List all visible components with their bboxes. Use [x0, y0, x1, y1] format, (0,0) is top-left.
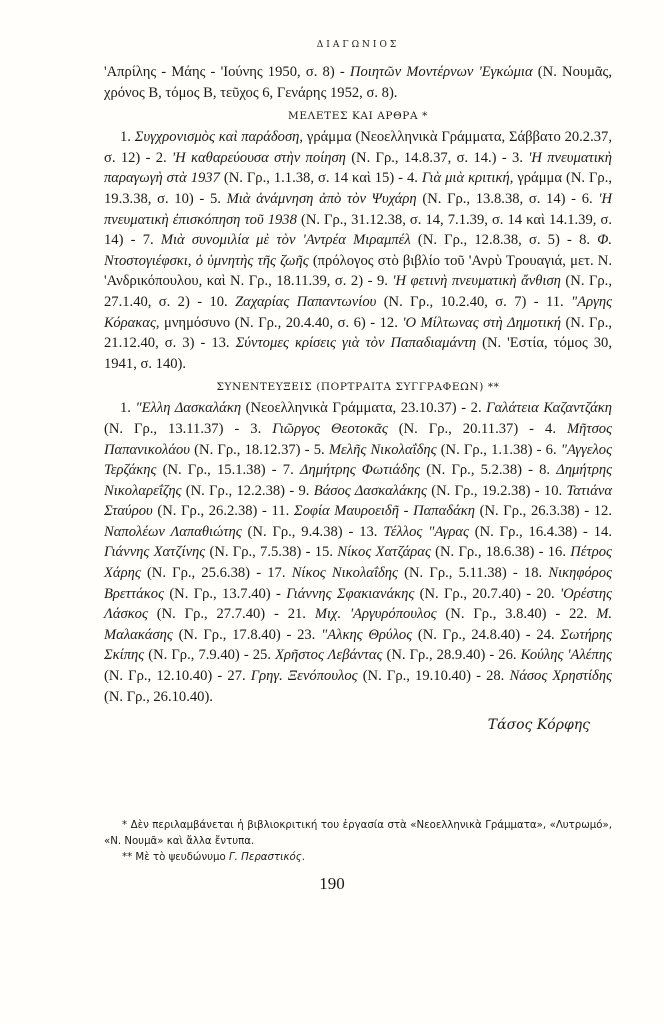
italic-title: Γιῶργος Θεοτοκᾶς: [272, 420, 388, 437]
text-run: (Ν. Γρ., 20.11.37) - 4.: [387, 420, 567, 437]
text-run: (Ν. Γρ., 15.1.38) - 7.: [156, 462, 300, 479]
text-run: 1.: [120, 400, 136, 417]
text-run: (Ν. Γρ., 1.1.38) - 6.: [436, 441, 561, 458]
text-run: , γράμμα (Νεοελληνικὰ Γράμματα, Σάββατο 20.2.37, σ. 12) - 2.: [104, 129, 612, 166]
footnote-2: [104, 850, 612, 866]
text-run: (Ν. Γρ., 24.8.40) - 24.: [412, 626, 561, 643]
italic-title: "Αργης Κόρακας: [104, 293, 612, 331]
text-run: (Ν. Γρ., 18.6.38) - 16.: [430, 544, 571, 561]
text-run: , γράμμα (Ν. Γρ., 19.3.38, σ. 10) - 5.: [104, 170, 612, 207]
text-run: , μνημόσυνο (Ν. Γρ., 20.4.40, σ. 6) - 12.: [155, 314, 403, 331]
italic-title: 'Η καθαρεύουσα στὴν ποίηση: [172, 149, 346, 166]
section-heading-interviews: ΣΥΝΕΝΤΕΥΞΕΙΣ (ΠΟΡΤΡΑΙΤΑ ΣΥΓΓΡΑΦΕΩΝ) **: [216, 381, 500, 394]
text-run: (Ν. Γρ., 7.9.40) - 25.: [144, 647, 276, 664]
text-run: (Ν. Γρ., 19.2.38) - 10.: [426, 482, 567, 499]
text-run: (Ν. Γρ., 31.12.38, σ. 14, 7.1.39, σ. 14 καὶ 14.1.39, σ. 14) - 7.: [104, 211, 612, 249]
text-run: (Ν. Γρ., 26.3.38) - 12.: [474, 503, 612, 520]
italic-title: Δημήτρης Φωτιάδης: [299, 462, 421, 479]
text-run: (πρόλογος στὸ βιβλίο τοῦ 'Ανρὺ Τρουαγιά, μετ. Ν. 'Ανδρικόπουλου, καὶ Ν. Γρ., 18.11.39, σ. 2) - 9.: [104, 252, 612, 290]
italic-title: Τέλλος "Αγρας: [383, 523, 469, 540]
text-run: (Ν. Γρ., 19.10.40) - 28.: [357, 668, 510, 685]
text-run: (Ν. Νουμᾶς, χρόνος Β, τόμος Β, τεῦχος 6, Γενάρης 1952, σ. 8).: [104, 64, 612, 101]
italic-title: 'Η πνευματικὴ παραγωγὴ στὰ 1937: [104, 149, 612, 187]
text-run: (Ν. Γρ., 18.12.37) - 5.: [189, 441, 329, 458]
text-run: (Ν. Γρ., 27.1.40, σ. 2) - 10.: [104, 273, 612, 310]
text-run: (Ν. Γρ., 27.7.40) - 21.: [147, 606, 315, 623]
text-run: (Ν. Γρ., 10.2.40, σ. 7) - 11.: [376, 293, 572, 310]
text-run: (Ν. Γρ., 12.8.38, σ. 5) - 8.: [410, 232, 598, 249]
text-run: (Ν. Γρ., 13.8.38, σ. 14) - 6.: [416, 190, 599, 207]
italic-title: Γ. Περαστικός: [229, 852, 302, 863]
italic-title: Γιάννης Χατζίνης: [104, 544, 206, 561]
italic-title: Γιὰ μιὰ κριτική: [421, 170, 510, 187]
italic-title: Ζαχαρίας Παπαντωνίου: [235, 293, 377, 310]
italic-title: Μιχ. 'Αργυρόπουλος: [314, 606, 437, 623]
italic-title: Συγχρονισμὸς καὶ παράδοση: [134, 129, 300, 146]
italic-title: Μιὰ συνομιλία μὲ τὸν 'Αντρέα Μιραμπέλ: [160, 232, 411, 249]
italic-title: Σύντομες κρίσεις γιὰ τὸν Παπαδιαμάντη: [235, 335, 477, 352]
text-run: (Ν. Γρ., 5.11.38) - 18.: [397, 565, 549, 582]
studies-list: [104, 127, 612, 374]
italic-title: Μιὰ ἀνάμνηση ἀπὸ τὸν Ψυχάρη: [226, 190, 417, 207]
text-run: (Ν. Γρ., 14.8.37, σ. 14.) - 3.: [345, 149, 529, 166]
text-run: (Ν. Γρ., 16.4.38) - 14.: [468, 523, 612, 540]
footnotes: [104, 818, 612, 866]
italic-title: Δημήτρης Νικολαρεΐζης: [104, 462, 613, 499]
text-run: (Ν. Γρ., 12.10.40) - 27.: [104, 668, 251, 685]
italic-title: Βάσος Δασκαλάκης: [313, 482, 427, 499]
italic-title: Μῆτσος Παπανικολάου: [104, 420, 613, 458]
italic-title: 'Ο Μίλτωνας στὴ Δημοτική: [402, 314, 561, 331]
italic-title: Γρηγ. Ξενόπουλος: [250, 668, 358, 685]
italic-title: Μ. Μαλακάσης: [104, 606, 612, 643]
italic-title: Γαλάτεια Καζαντζάκη: [486, 400, 612, 417]
italic-title: Κούλης 'Αλέπης: [520, 647, 613, 664]
italic-title: 'Η φετινὴ πνευματικὴ ἄνθιση: [392, 273, 561, 290]
page-number: 190: [319, 874, 345, 893]
interviews-list: [104, 398, 612, 707]
text-run: 1.: [120, 129, 135, 146]
italic-title: Μελῆς Νικολαΐδης: [328, 441, 437, 458]
text-run: (Ν. Γρ., 17.8.40) - 23.: [172, 626, 322, 643]
text-run: (Ν. Γρ., 1.1.38, σ. 14 καὶ 15) - 4.: [219, 170, 422, 187]
italic-title: 'Ορέστης Λάσκος: [104, 585, 613, 623]
text-run: (Νεοελληνικὰ Γράμματα, 23.10.37) - 2.: [241, 400, 487, 417]
italic-title: Νάσος Χρηστίδης: [509, 668, 612, 685]
text-run: (Ν. Γρ., 9.4.38) - 13.: [241, 523, 384, 540]
text-run: (Ν. Γρ., 3.8.40) - 22.: [436, 606, 597, 623]
italic-title: Χρῆστος Λεβάντας: [275, 647, 383, 664]
italic-title: Πέτρος Χάρης: [104, 544, 612, 582]
text-run: * Δὲν περιλαμβάνεται ἡ βιβλιοκριτική του ἐργασία στὰ «Νεοελληνικὰ Γράμματα», «Λυτρωμό», «Ν. Νουμᾶ» καὶ ἄλλα ἔντυπα.: [104, 820, 612, 847]
italic-title: "Αγγελος Τερζάκης: [104, 441, 612, 479]
text-run: (Ν. Γρ., 5.2.38) - 8.: [420, 462, 557, 479]
page-body: [104, 40, 612, 733]
italic-title: Νικηφόρος Βρεττάκος: [104, 565, 613, 602]
author-signature: Τάσος Κόρφης: [487, 717, 590, 734]
text-run: (Ν. 'Εστία, τόμος 30, 1941, σ. 140).: [104, 335, 612, 372]
text-run: (Ν. Γρ., 13.7.40) -: [164, 585, 287, 602]
italic-title: Νίκος Νικολαΐδης: [291, 565, 398, 582]
text-run: ** Μὲ τὸ ψευδώνυμο: [122, 852, 229, 863]
footnote-1: [104, 818, 612, 850]
text-run: (Ν. Γρ., 12.2.38) - 9.: [181, 482, 314, 499]
text-run: 'Απρίλης - Μάης - 'Ιούνης 1950, σ. 8) -: [104, 64, 350, 80]
italic-title: Τατιάνα Σταύρου: [104, 482, 612, 520]
text-run: (Ν. Γρ., 26.2.38) - 11.: [152, 503, 294, 520]
italic-title: Σωτήρης Σκίπης: [104, 626, 612, 664]
text-run: (Ν. Γρ., 26.10.40).: [104, 688, 213, 705]
italic-title: Ποιητῶν Μοντέρνων 'Εγκώμια: [349, 64, 533, 80]
text-run: (Ν. Γρ., 20.7.40) - 20.: [414, 585, 561, 602]
text-run: (Ν. Γρ., 21.12.40, σ. 3) - 13.: [104, 314, 612, 352]
italic-title: Σοφία Μαυροειδῆ - Παπαδάκη: [293, 503, 475, 520]
italic-title: "Αλκης Θρύλος: [321, 626, 413, 643]
italic-title: 'Η πνευματικὴ ἐπισκόπηση τοῦ 1938: [104, 190, 612, 228]
section-heading-studies: ΜΕΛΕΤΕΣ ΚΑΙ ΑΡΘΡΑ *: [288, 110, 428, 123]
text-run: .: [301, 852, 306, 863]
italic-title: Νίκος Χατζάρας: [337, 544, 431, 561]
italic-title: "Ελλη Δασκαλάκη: [135, 400, 242, 417]
text-run: (Ν. Γρ., 7.5.38) - 15.: [205, 544, 338, 561]
text-run: (Ν. Γρ., 13.11.37) - 3.: [104, 420, 273, 437]
running-head: ΔΙΑΓΩΝΙΟΣ: [316, 40, 400, 50]
italic-title: Ναπολέων Λαπαθιώτης: [104, 523, 242, 540]
intro-paragraph: [104, 62, 612, 103]
text-run: (Ν. Γρ., 28.9.40) - 26.: [382, 647, 521, 664]
italic-title: Φ. Ντοστογιέφσκι, ὁ ὑμνητὴς τῆς ζωῆς: [104, 232, 612, 269]
italic-title: Γιάννης Σφακιανάκης: [286, 585, 415, 602]
text-run: (Ν. Γρ., 25.6.38) - 17.: [140, 565, 292, 582]
